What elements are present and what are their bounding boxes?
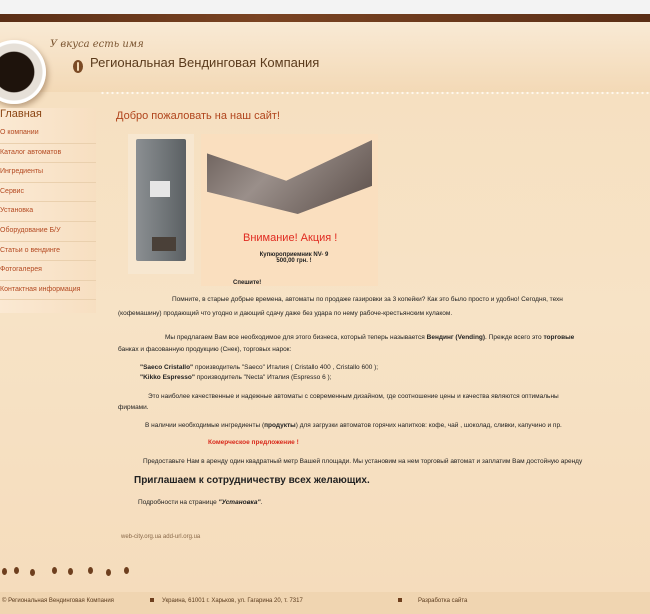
header xyxy=(0,22,650,92)
sidebar-item-articles[interactable]: Статьи о вендинге xyxy=(0,242,96,262)
bullet-icon xyxy=(398,598,402,602)
coffee-bean-icon xyxy=(73,60,83,73)
bean-icon xyxy=(124,567,129,574)
brand-1-name: "Saeco Cristallo" xyxy=(140,364,194,371)
brand-line-2 xyxy=(140,374,331,381)
product-info xyxy=(252,252,336,264)
bullet-icon xyxy=(150,598,154,602)
product-name: Купюроприемник NV- 9 xyxy=(259,252,329,258)
ingredients-text-a: В наличии необходимые ингредиенты ( xyxy=(145,422,265,429)
vending-term: Вендинг (Vending) xyxy=(426,334,486,341)
bill-validator-open-photo xyxy=(207,140,372,214)
invite-heading: Приглашаем к сотрудничеству всех желающих. xyxy=(134,475,370,486)
products-term: продукты xyxy=(264,422,296,429)
page xyxy=(0,14,650,604)
sidebar-item-installation[interactable]: Установка xyxy=(0,202,96,222)
bean-icon xyxy=(52,567,57,574)
footer-developer-link[interactable]: Разработка сайта xyxy=(418,598,468,604)
intro-line-1: Помните, в старые добрые времена, автоматы по продаже газировки за 3 копейки? Как это было просто и удобно! Сегодня, техн xyxy=(172,296,563,303)
bean-icon xyxy=(106,569,111,576)
hurry-text: Спешите! xyxy=(233,280,262,286)
header-divider xyxy=(100,91,650,95)
coffee-cup-logo xyxy=(0,40,46,104)
sidebar-item-used-equipment[interactable]: Оборудование Б/У xyxy=(0,222,96,242)
bean-icon xyxy=(88,567,93,574)
bean-icon xyxy=(2,568,7,575)
offer-text-a: Мы предлагаем Вам все необходимое для этого бизнеса, который теперь называется xyxy=(165,334,425,341)
sidebar-item-service[interactable]: Сервис xyxy=(0,183,96,203)
product-price: 500,00 грн. ! xyxy=(276,258,312,264)
brand-2-text: производитель "Necta" Италия (Espresso 6 ); xyxy=(196,374,332,381)
sidebar-item-catalog[interactable]: Каталог автоматов xyxy=(0,144,96,164)
brand-2-name: "Kikko Espresso" xyxy=(140,374,195,381)
installation-link[interactable]: "Установка" xyxy=(218,499,261,506)
quality-line-2: фирмами. xyxy=(118,404,149,411)
details-text: Подробности на странице xyxy=(138,499,217,506)
sidebar-title[interactable]: Главная xyxy=(0,108,42,120)
bean-icon xyxy=(30,569,35,576)
sidebar-item-ingredients[interactable]: Ингредиенты xyxy=(0,163,96,183)
details-end: . xyxy=(260,499,263,506)
promo-title: Внимание! Акция ! xyxy=(243,232,338,244)
company-name[interactable]: Региональная Вендинговая Компания xyxy=(90,55,320,70)
ingredients-line xyxy=(145,422,562,429)
top-strip xyxy=(0,14,650,22)
quality-line-1: Это наиболее качественные и надежные автоматы с современным дизайном, где соотношение цены и качества являются оптимальны xyxy=(148,393,559,400)
brand-line-1 xyxy=(140,364,378,371)
trade-term: торговые xyxy=(543,334,575,341)
counter-links[interactable]: web-city.org.ua add-url.org.ua xyxy=(121,534,201,540)
sidebar-item-gallery[interactable]: Фотогалерея xyxy=(0,261,96,281)
bill-validator-photo[interactable] xyxy=(128,134,194,274)
bill-validator-body xyxy=(136,139,186,261)
bean-icon xyxy=(68,568,73,575)
footer-address: Украина, 61001 г. Харьков, ул. Гагарина 20, т. 7317 xyxy=(162,598,303,604)
footer-copyright: © Региональная Вендинговая Компания xyxy=(2,598,114,604)
slogan: У вкуса есть имя xyxy=(50,39,144,50)
bean-icon xyxy=(14,567,19,574)
sidebar-item-contacts[interactable]: Контактная информация xyxy=(0,281,96,301)
intro-line-2: (кофемашину) продающий что угодно и дающий сдачу даже без удара по нему рабоче-крестьянским кулаком. xyxy=(118,310,453,317)
coffee-beans-decoration xyxy=(0,566,140,576)
offer-line-1 xyxy=(165,334,574,341)
footer xyxy=(0,592,650,614)
ingredients-text-b: ) для загрузки автоматов горячих напитков: кофе, чай , шоколад, сливки, капучино и пр. xyxy=(295,422,562,429)
sidebar xyxy=(0,108,96,313)
details-line xyxy=(138,499,262,506)
commercial-offer-heading: Комерческое предложение ! xyxy=(208,439,299,446)
offer-text-b: . Прежде всего это xyxy=(485,334,542,341)
device-slot xyxy=(152,237,176,251)
offer-line-2: банках и фасованную продукцию (Снек), торговых нарок: xyxy=(118,346,292,353)
welcome-heading: Добро пожаловать на наш сайт! xyxy=(116,110,280,122)
sidebar-item-about[interactable]: О компании xyxy=(0,124,96,144)
brand-1-text: производитель "Saeco" Италия ( Cristallo 400 , Cristallo 600 ); xyxy=(194,364,379,371)
device-label xyxy=(150,181,170,197)
sidebar-menu xyxy=(0,124,96,300)
browser-top-bar xyxy=(0,0,650,15)
rent-line: Предоставьте Нам в аренду один квадратный метр Вашей площади. Мы установим на нем торговый автомат и заплатим Вам достойную аренду xyxy=(143,458,583,465)
